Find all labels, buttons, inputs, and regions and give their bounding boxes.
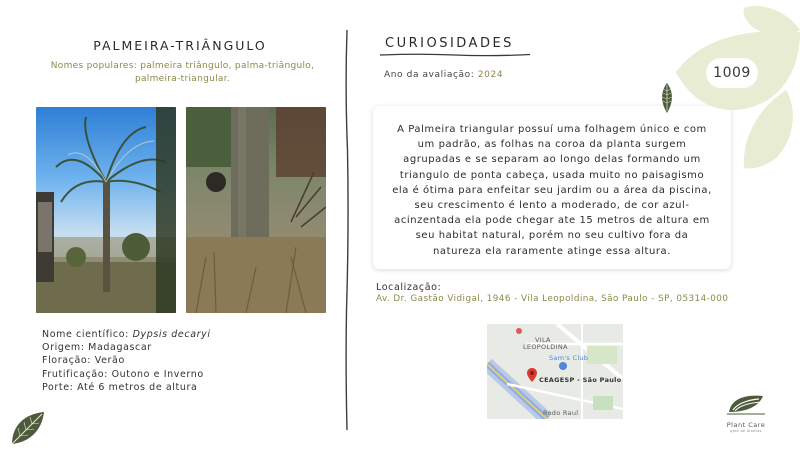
leaf-icon <box>659 83 675 113</box>
evaluation-year: Ano da avaliação: 2024 <box>384 70 504 80</box>
map-pin-icon <box>527 368 537 382</box>
column-divider <box>343 30 351 430</box>
flowering: Floração: Verão <box>42 355 125 367</box>
curiosity-text: A Palmeira triangular possuí uma folhagem único e com um padrão, as folhas na coroa da planta surgem agrupadas e se separam ao longo delas formando um triangulo de ponta cabeça, usada muito no paisagismo ela é ótima para enfeitar seu jardim ou a área da piscina, seu crescimento é lento a moderado, de cor azul-acinzentada ela pode chegar ate 15 metros de altura em seu habitat natural, porém no seu cultivo fora da natureza ela raramente atinge essa altura. <box>392 124 712 257</box>
origin: Origem: Madagascar <box>42 342 152 354</box>
leaf-icon <box>8 408 48 448</box>
plant-number: 1009 <box>706 58 758 88</box>
logo-name: Plant Care <box>726 421 766 429</box>
palm-trunk-photo <box>186 107 326 313</box>
fruiting: Frutificação: Outono e Inverno <box>42 368 204 380</box>
logo-tagline: guia de plantas <box>730 429 762 433</box>
plant-size: Porte: Até 6 metros de altura <box>42 381 198 393</box>
title-underline <box>380 52 530 58</box>
map-district-line-1: VILA <box>535 336 551 344</box>
map-district-line-2: LEOPOLDINA <box>523 343 568 351</box>
location-address[interactable]: Av. Dr. Gastão Vidigal, 1946 - Vila Leopoldina, São Paulo - SP, 05314-000 <box>376 294 729 304</box>
map-street-label: Rodo Raul <box>543 409 579 417</box>
palm-tree-photo <box>36 107 176 313</box>
map-place-label: CEAGESP - São Paulo <box>539 376 622 384</box>
plant-care-logo <box>718 392 774 437</box>
plant-details <box>42 328 211 394</box>
popular-names-line-1: Nomes populares: palmeira triângulo, palma-triângulo, <box>50 61 315 71</box>
map-store-label: Sam's Club <box>549 354 589 362</box>
map-marker-icon <box>516 328 522 334</box>
popular-names <box>30 60 335 85</box>
location-label: Localização: <box>376 282 442 293</box>
location-map[interactable] <box>487 324 623 419</box>
curiosities-title: CURIOSIDADES <box>385 36 514 51</box>
scientific-name: Nome científico: Dypsis decaryi <box>42 329 211 340</box>
popular-names-line-2: palmeira-triangular. <box>134 73 231 84</box>
plant-title: PALMEIRA-TRIÂNGULO <box>93 38 267 53</box>
plant-care-logo-icon <box>725 392 767 416</box>
